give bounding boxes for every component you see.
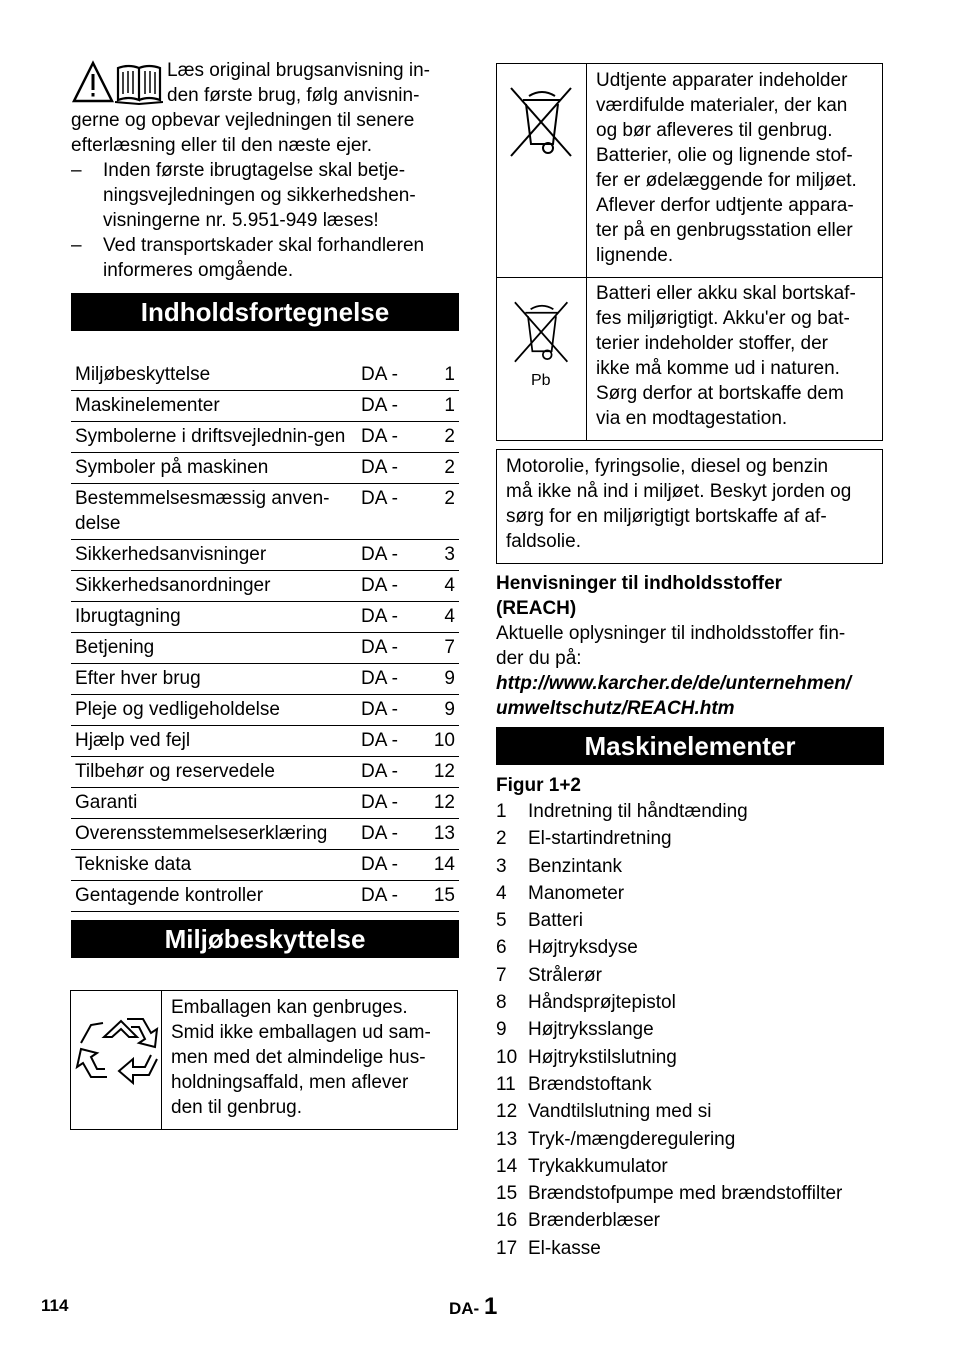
part-number: 3 xyxy=(496,855,507,877)
toc-entry-title: Miljøbeskyttelse xyxy=(71,360,355,391)
battery-text-line: terier indeholder stoffer, der xyxy=(596,333,829,354)
part-number: 5 xyxy=(496,910,507,932)
recycle-text-line: holdningsaffald, men aflever xyxy=(171,1072,409,1093)
part-label: Højtryksslange xyxy=(528,1019,654,1041)
list-item xyxy=(496,1180,884,1207)
reach-link[interactable]: http://www.karcher.de/de/unternehmen/ xyxy=(496,673,852,694)
toc-entry-prefix: DA - xyxy=(355,602,425,633)
toc-row[interactable] xyxy=(71,757,459,788)
part-label: Indretning til håndtænding xyxy=(528,801,748,822)
oil-text-line: faldsolie. xyxy=(506,531,581,552)
oil-text-line: Motorolie, fyringsolie, diesel og benzin xyxy=(506,456,829,477)
part-label: Batteri xyxy=(528,910,583,932)
part-number: 7 xyxy=(496,964,507,986)
intro-warning xyxy=(71,58,459,283)
toc-entry-page: 9 xyxy=(425,695,459,726)
toc-entry-title: Symboler på maskinen xyxy=(71,453,355,484)
disposal-box xyxy=(496,63,883,441)
toc-entry-page: 3 xyxy=(425,540,459,571)
toc-entry-page: 1 xyxy=(425,360,459,391)
list-item xyxy=(496,880,884,907)
toc-entry-page: 2 xyxy=(425,453,459,484)
lang-prefix: DA- xyxy=(449,1299,480,1318)
toc-entry-prefix: DA - xyxy=(355,850,425,881)
toc-entry-title: Garanti xyxy=(71,788,355,819)
list-item xyxy=(496,1153,884,1180)
list-item xyxy=(496,1207,884,1234)
toc-entry-title: Tekniske data xyxy=(71,850,355,881)
toc-table xyxy=(71,360,459,912)
part-label: Vandtilslutning med si xyxy=(528,1101,712,1123)
weee-text-line: fer er ødelæggende for miljøet. xyxy=(596,170,857,191)
weee-text-line: og bør afleveres til genbrug. xyxy=(596,120,833,141)
toc-entry-title: Tilbehør og reservedele xyxy=(71,757,355,788)
battery-label: Pb xyxy=(531,372,551,389)
list-item xyxy=(496,907,884,934)
reach-body: der du på: xyxy=(496,648,582,669)
list-item xyxy=(496,1044,884,1071)
recycle-text-line: Smid ikke emballagen ud sam- xyxy=(171,1022,431,1043)
part-number: 4 xyxy=(496,882,507,904)
reach-body: Aktuelle oplysninger til indholdsstoffer fin- xyxy=(496,623,846,644)
part-label: Brænderblæser xyxy=(528,1210,660,1232)
list-item xyxy=(496,798,884,825)
part-label: Tryk-/mængderegulering xyxy=(528,1128,736,1150)
toc-entry-prefix: DA - xyxy=(355,540,425,571)
toc-entry-title: Maskinelementer xyxy=(71,391,355,422)
toc-entry-page: 2 xyxy=(425,484,459,540)
recycle-text-line: men med det almindelige hus- xyxy=(171,1047,426,1068)
toc-entry-title: Betjening xyxy=(71,633,355,664)
list-item xyxy=(496,1071,884,1098)
toc-entry-prefix: DA - xyxy=(355,360,425,391)
part-label: Trykakkumulator xyxy=(528,1155,668,1177)
list-item xyxy=(496,853,884,880)
part-label: Brændstofpumpe med brændstoffilter xyxy=(528,1183,843,1205)
toc-entry-prefix: DA - xyxy=(355,633,425,664)
part-label: Højtryksdyse xyxy=(528,937,638,959)
part-number: 10 xyxy=(496,1046,518,1068)
battery-text-line: Sørg derfor at bortskaffe dem xyxy=(596,383,844,404)
reach-heading: Henvisninger til indholdsstoffer xyxy=(496,573,783,594)
warning-read-manual-icon xyxy=(71,60,163,106)
battery-text-line: via en modtagestation. xyxy=(596,408,788,429)
crossed-battery-bin-icon xyxy=(511,297,573,367)
part-label: Benzintank xyxy=(528,855,623,877)
weee-text-line: Udtjente apparater indeholder xyxy=(596,70,848,91)
part-label: Brændstoftank xyxy=(528,1073,652,1095)
toc-row[interactable] xyxy=(71,695,459,726)
parts-list xyxy=(496,798,884,1262)
part-number: 8 xyxy=(496,992,507,1014)
toc-entry-prefix: DA - xyxy=(355,571,425,602)
toc-entry-page: 9 xyxy=(425,664,459,695)
part-number: 6 xyxy=(496,937,507,959)
oil-text-line: må ikke nå ind i miljøet. Beskyt jorden og xyxy=(506,481,852,502)
toc-entry-title: Sikkerhedsanordninger xyxy=(71,571,355,602)
part-label: El-kasse xyxy=(528,1237,601,1259)
weee-text-line: værdifulde materialer, der kan xyxy=(596,95,848,116)
toc-entry-page: 1 xyxy=(425,391,459,422)
environment-heading: Miljøbeskyttelse xyxy=(71,920,459,958)
part-number: 17 xyxy=(496,1237,518,1259)
part-label: El-startindretning xyxy=(528,828,672,850)
part-number: 13 xyxy=(496,1128,518,1150)
toc-entry-page: 7 xyxy=(425,633,459,664)
parts-heading: Maskinelementer xyxy=(496,727,884,765)
weee-text-line: ter på en genbrugsstation eller xyxy=(596,220,853,241)
list-item xyxy=(496,1098,884,1125)
toc-entry-prefix: DA - xyxy=(355,757,425,788)
part-number: 16 xyxy=(496,1210,518,1232)
warning-line: Læs original brugsanvisning in- xyxy=(167,60,430,81)
toc-row[interactable] xyxy=(71,726,459,757)
toc-entry-page: 2 xyxy=(425,422,459,453)
toc-row[interactable] xyxy=(71,602,459,633)
toc-entry-page: 12 xyxy=(425,757,459,788)
weee-text-line: Aflever derfor udtjente appara- xyxy=(596,195,854,216)
toc-row[interactable] xyxy=(71,850,459,881)
toc-entry-page: 14 xyxy=(425,850,459,881)
list-item xyxy=(496,962,884,989)
section-page-label xyxy=(449,1293,497,1321)
toc-entry-prefix: DA - xyxy=(355,484,425,540)
crossed-bin-icon xyxy=(507,82,577,162)
toc-row[interactable] xyxy=(71,453,459,484)
toc-entry-prefix: DA - xyxy=(355,664,425,695)
toc-entry-prefix: DA - xyxy=(355,391,425,422)
toc-entry-title: Hjælp ved fejl xyxy=(71,726,355,757)
toc-entry-prefix: DA - xyxy=(355,726,425,757)
toc-row[interactable] xyxy=(71,664,459,695)
battery-text-line: ikke må komme ud i naturen. xyxy=(596,358,840,379)
toc-row[interactable] xyxy=(71,571,459,602)
toc-entry-page: 4 xyxy=(425,571,459,602)
toc-entry-page: 15 xyxy=(425,881,459,912)
part-label: Strålerør xyxy=(528,964,602,986)
page-number: 114 xyxy=(41,1296,69,1315)
part-number: 11 xyxy=(496,1073,516,1095)
part-label: Manometer xyxy=(528,882,625,904)
warning-line: den første brug, følg anvisnin- xyxy=(167,85,420,106)
figure-reference: Figur 1+2 xyxy=(496,775,581,796)
toc-row[interactable] xyxy=(71,881,459,912)
toc-entry-page: 12 xyxy=(425,788,459,819)
toc-row[interactable] xyxy=(71,633,459,664)
toc-entry-prefix: DA - xyxy=(355,881,425,912)
oil-text-line: sørg for en miljørigtigt bortskaffe af af- xyxy=(506,506,827,527)
section-page: 1 xyxy=(483,1293,498,1320)
toc-row[interactable] xyxy=(71,360,459,391)
warning-line: efterlæsning eller til den næste ejer. xyxy=(71,135,372,156)
toc-row[interactable] xyxy=(71,484,459,540)
toc-heading: Indholdsfortegnelse xyxy=(71,293,459,331)
reach-link[interactable]: umweltschutz/REACH.htm xyxy=(496,698,735,719)
toc-entry-title: Ibrugtagning xyxy=(71,602,355,633)
parts-section xyxy=(496,773,884,1262)
toc-entry-page: 13 xyxy=(425,819,459,850)
part-label: Højtrykstilslutning xyxy=(528,1046,677,1068)
warning-line: gerne og opbevar vejledningen til senere xyxy=(71,110,415,131)
part-number: 12 xyxy=(496,1101,518,1123)
battery-text-line: fes miljørigtigt. Akku'er og bat- xyxy=(596,308,850,329)
oil-box xyxy=(496,449,883,564)
toc-row[interactable] xyxy=(71,422,459,453)
toc-entry-page: 10 xyxy=(425,726,459,757)
recycle-text-line: den til genbrug. xyxy=(171,1097,302,1118)
toc-entry-prefix: DA - xyxy=(355,695,425,726)
toc-row[interactable] xyxy=(71,788,459,819)
battery-text-line: Batteri eller akku skal bortskaf- xyxy=(596,283,856,304)
recycle-text-line: Emballagen kan genbruges. xyxy=(171,997,408,1018)
list-item xyxy=(496,1016,884,1043)
list-item xyxy=(496,1235,884,1262)
toc-entry-prefix: DA - xyxy=(355,422,425,453)
part-number: 2 xyxy=(496,828,507,850)
toc-entry-title: Gentagende kontroller xyxy=(71,881,355,912)
weee-text-line: Batterier, olie og lignende stof- xyxy=(596,145,853,166)
toc-entry-title: Sikkerhedsanvisninger xyxy=(71,540,355,571)
toc-entry-prefix: DA - xyxy=(355,819,425,850)
weee-text-line: lignende. xyxy=(596,245,674,266)
toc-entry-title: Pleje og vedligeholdelse xyxy=(71,695,355,726)
bullet-item: – Inden første ibrugtagelse skal betje- ningsvejledningen og sikkerhedshen- visningerne nr. 5.951-949 læses! xyxy=(71,160,416,231)
list-item xyxy=(496,1126,884,1153)
list-item xyxy=(496,934,884,961)
list-item xyxy=(496,989,884,1016)
toc-entry-title: Symbolerne i driftsvejlednin-gen xyxy=(71,422,355,453)
part-number: 15 xyxy=(496,1183,518,1205)
toc-entry-title: Overensstemmelseserklæring xyxy=(71,819,355,850)
recycle-icon xyxy=(71,991,161,1131)
bullet-item: – Ved transportskader skal forhandleren informeres omgående. xyxy=(71,235,425,281)
toc-entry-prefix: DA - xyxy=(355,453,425,484)
part-number: 14 xyxy=(496,1155,518,1177)
toc-row[interactable] xyxy=(71,391,459,422)
toc-entry-title: Bestemmelsesmæssig anven-delse xyxy=(71,484,355,540)
reach-heading: (REACH) xyxy=(496,598,577,619)
toc-entry-title: Efter hver brug xyxy=(71,664,355,695)
recycle-box xyxy=(70,990,458,1130)
reach-section xyxy=(496,571,884,721)
toc-row[interactable] xyxy=(71,819,459,850)
toc-entry-page: 4 xyxy=(425,602,459,633)
part-number: 9 xyxy=(496,1019,507,1041)
toc-row[interactable] xyxy=(71,540,459,571)
toc-entry-prefix: DA - xyxy=(355,788,425,819)
part-label: Håndsprøjtepistol xyxy=(528,992,676,1014)
list-item xyxy=(496,825,884,852)
part-number: 1 xyxy=(496,801,507,822)
